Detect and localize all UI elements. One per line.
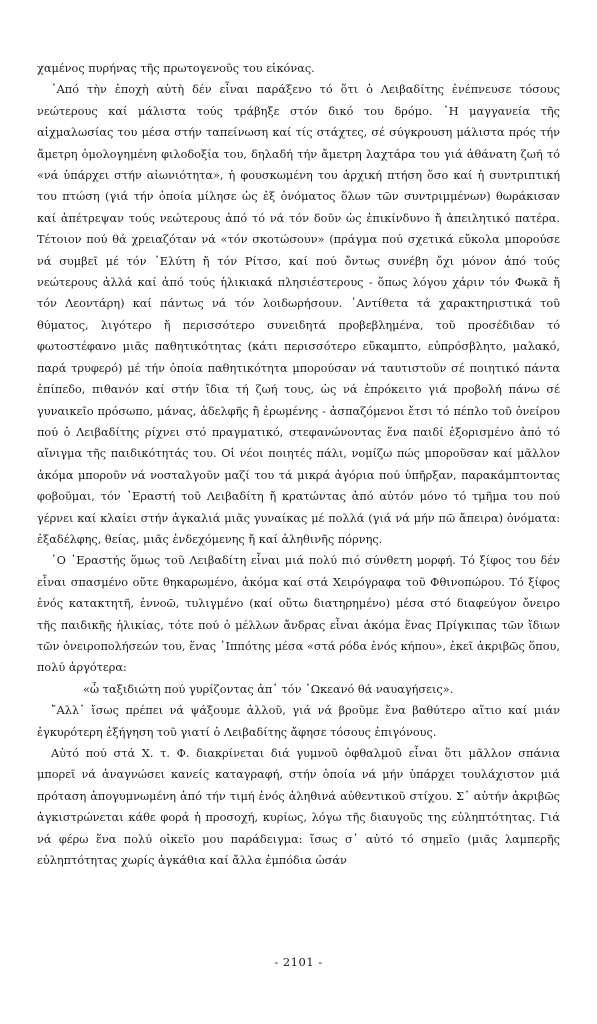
paragraph-continuation: χαμένος πυρήνας τῆς πρωτογενοῦς του εἰκόνας. bbox=[37, 62, 315, 75]
paragraph-clarity: Αὐτό πού στά Χ. τ. Φ. διακρίνεται διά γυμνοῦ ὀφθαλμοῦ εἶναι ὅτι μᾶλλον σπάνια μπορεῖ νά ἀναγνώσει κανείς καταγραφή, στήν ὁποία νά μήν ὑπάρχει τουλάχιστον μιά πρόταση ἀπογυμνωμένη ἀπό τήν τιμή ἑνός ἀληθινά αὐθεντικοῦ στίχου. Σ᾿ αὐτήν ἀκριβῶς ἀγκιστρώνεται κάθε φορά ἡ προσοχή, κυρίως, λόγω τῆς διαυγοῦς της εὐληπτότητας. Γιά νά φέρω ἕνα πολύ οἰκεῖο μου παράδειγμα: ἴσως σ᾿ αὐτό τό σημεῖο (μιᾶς λαμπερῆς εὐληπτότητας χωρίς ἀγκάθια καί ἄλλα ἐμπόδια ὡσάν bbox=[37, 747, 560, 868]
paragraph-disciples: ᾿Από τὴν ἐποχὴ αὐτὴ δέν εἶναι παράξενο τό ὅτι ὁ Λειβαδίτης ἐνέπνευσε τόσους νεώτερους καί μάλιστα τούς τράβηξε στόν δικό του δρόμο. ῾Η μαγγανεία τῆς αἰχμαλωσίας του μέσα στήν ταπείνωση καί τίς στάχτες, σέ σύγκρουση μάλιστα πρός τήν ἄμετρη ὁμολογημένη φιλοδοξία του, δηλαδή τήν ἄμετρη λαχτάρα του γιά ἀθάνατη ζωή τό «νά ὑπάρχει στήν αἰωνιότητα», ἡ φουσκωμένη του ἀρχική πτήση ὅσο καί ἡ συντριπτική του πτώση (γιά τήν ὁποία μίλησε ὡς ἐξ ὀνόματος ὅλων τῶν συντριμμένων) θωράκισαν καί ἀπέτρεψαν τούς νεώτερους ἀπό τό νά τόν δοῦν ὡς ἐπικίνδυνο ἤ ἀπειλητικό πατέρα. Τέτοιον πού θά χρειαζόταν νά «τόν σκοτώσουν» (πράγμα πού σχετικά εὔκολα μπορούσε νά συμβεῖ μέ τόν ᾿Ελύτη ἤ τόν Ρίτσο, καί πού ὄντως συνέβη ὄχι μόνον ἀπό τούς νεώτερους ἀλλά καί ἀπό τούς ἡλικιακά πλησιέστερους - ὅπως λόγου χάριν τόν Φωκᾶ ἤ τόν Λεοντάρη) καί πάντως νά τόν λοιδωρήσουν. ᾿Αντίθετα τά χαρακτηριστικά τοῦ θύματος, λιγότερο ἤ περισσότερο συνειδητά προβεβλημένα, τοῦ προσέδιδαν τό φωτοστέφανο μιᾶς παθητικότητας (κάτι περισσότερο εὔκαμπτο, εὐπρόσβλητο, μαλακό, παρά τρυφερό) μέ τήν ὁποία παθητικότητα μπορούσαν νά ταυτιστοῦν σέ ποιητικό πάντα ἐπίπεδο, πιθανόν καί στήν ἴδια τή ζωή τους, ὡς νά ἐπρόκειτο γιά προβολή πάνω σέ γυναικεῖο πρόσωπο, μάνας, ἀδελφῆς ἤ ἐρωμένης - ἀσπαζόμενοι ἔτσι τό πέπλο τοῦ ὀνείρου πού ὁ Λειβαδίτης ρίχνει στό πραγματικό, στεφανώνοντας ἕνα παιδί ἐξορισμένο ἀπό τό αἴνιγμα τῆς παιδικότητάς του. Οἱ νέοι ποιητές πάλι, νομίζω πώς μποροῦσαν καί μᾶλλον ἀκόμα μποροῦν νά νοσταλγοῦν μαζί του τά μικρά ἀγόρια πού ὑπῆρξαν, παρακάμπτοντας φοβοῦμαι, τόν ᾿Εραστή τοῦ Λειβαδίτη ἤ κρατώντας ἀπό αὐτόν μόνο τό τμῆμα του πού γέρνει καί κλαίει στήν ἀγκαλιά μιᾶς γυναίκας μέ πολλά (γιά νά μήν πῶ ἄπειρα) ὀνόματα: ἐξαδέλφης, θείας, μιᾶς ἐνδεχόμενης ἤ καί ἀληθινῆς πόρνης. bbox=[37, 83, 560, 546]
document-body bbox=[37, 58, 560, 871]
paragraph-deeper-cause: ῎Αλλ᾿ ἴσως πρέπει νά ψάξουμε ἀλλοῦ, γιά νά βροῦμε ἕνα βαθύτερο αἴτιο καί μιάν ἐγκυρότερη ἐξήγηση τοῦ γιατί ὁ Λειβαδίτης ἄφησε τόσους ἐπιγόνους. bbox=[37, 704, 560, 739]
quoted-verse: «ὦ ταξιδιώτη πού γυρίζοντας ἀπ᾿ τόν ᾿Ωκεανό θά ναυαγήσεις». bbox=[83, 682, 454, 696]
page-number: - 2101 - bbox=[274, 955, 323, 969]
paragraph-lover: ῾Ο ᾿Εραστής ὅμως τοῦ Λειβαδίτη εἶναι μιά πολύ πιό σύνθετη μορφή. Τό ξίφος του δέν εἶναι σπασμένο οὔτε θηκαρωμένο, ἀκόμα καί στά Χειρόγραφα τοῦ Φθινοπώρου. Τό ξίφος ἑνός κατακτητῆ, ἐννοῶ, τυλιγμένο (καί οὔτω διατηρημένο) μέσα στό διαφεύγον ὄνειρο τῆς παιδικῆς ἡλικίας, τότε πού ὁ μέλλων ἄνδρας εἶναι ἀκόμα ἕνας Πρίγκιπας τῶν ἴδιων τῶν ὀνειροπολήσεών του, ἕνας ῾Ιππότης μέσα «στά ρόδα ἑνός κήπου», ἐκεῖ ἀκριβῶς ὅπου, πολύ ἀργότερα: bbox=[37, 554, 560, 675]
